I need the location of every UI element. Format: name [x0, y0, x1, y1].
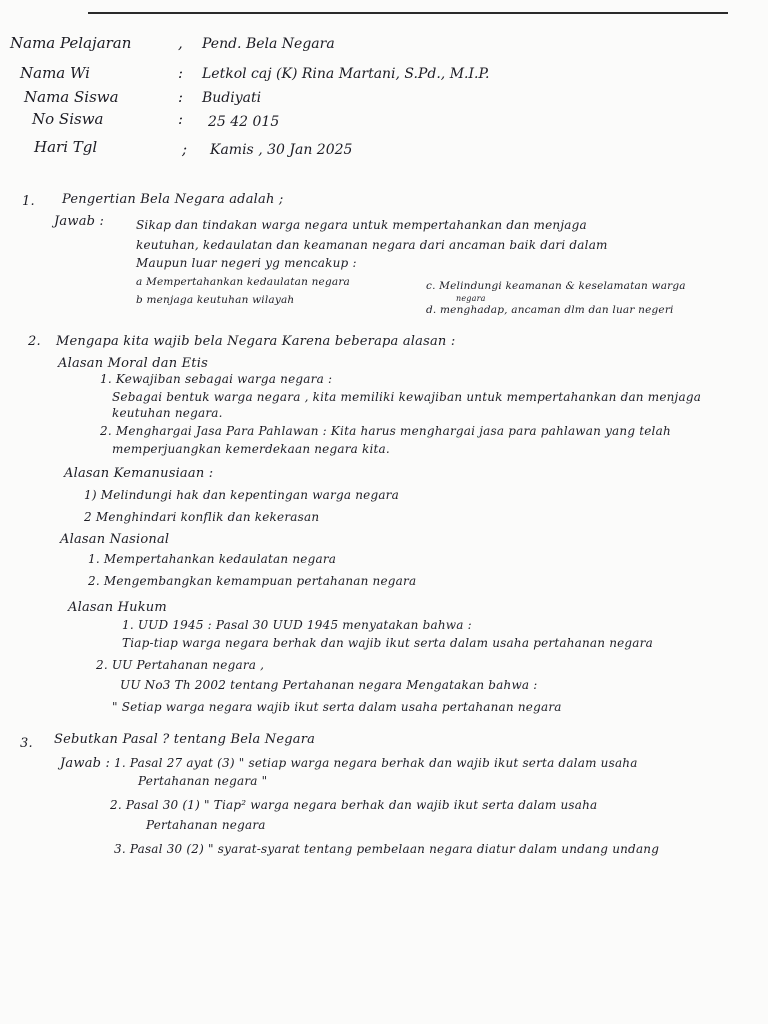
q2-moral-line-3: keutuhan negara. — [112, 406, 223, 420]
q1-answer-line-2: keutuhan, kedaulatan dan keamanan negara dari ancaman baik dari dalam — [136, 238, 608, 252]
sep-nama-wi: : — [178, 64, 184, 82]
q3-question: Sebutkan Pasal ? tentang Bela Negara — [54, 732, 316, 747]
label-nama-siswa: Nama Siswa — [24, 88, 119, 106]
top-rule-line — [88, 12, 728, 14]
q2-hukum-title: Alasan Hukum — [68, 600, 167, 615]
value-nama-siswa: Budiyati — [202, 90, 262, 106]
q1-question: Pengertian Bela Negara adalah ; — [62, 192, 284, 207]
q2-kemanusiaan-title: Alasan Kemanusiaan : — [64, 466, 214, 481]
q2-kemanusiaan-line-1: 1) Melindungi hak dan kepentingan warga negara — [84, 488, 399, 502]
value-nama-wi: Letkol caj (K) Rina Martani, S.Pd., M.I.P. — [202, 66, 490, 82]
label-nama-pelajaran: Nama Pelajaran — [10, 34, 132, 52]
q3-line-5: 3. Pasal 30 (2) " syarat-syarat tentang pembelaan negara diatur dalam undang undang — [114, 842, 660, 856]
q2-hukum-line-2: Tiap-tiap warga negara berhak dan wajib ikut serta dalam usaha pertahanan negara — [122, 636, 653, 650]
q3-line-2: Pertahanan negara " — [138, 774, 268, 788]
q2-moral-line-2: Sebagai bentuk warga negara , kita memiliki kewajiban untuk mempertahankan dan menjaga — [112, 390, 702, 404]
sep-nama-pelajaran: , — [178, 34, 183, 52]
q1-answer-line-1: Sikap dan tindakan warga negara untuk mempertahankan dan menjaga — [136, 218, 587, 232]
sep-no-siswa: : — [178, 110, 184, 128]
q2-moral-line-4: 2. Menghargai Jasa Para Pahlawan : Kita harus menghargai jasa para pahlawan yang telah — [100, 424, 671, 438]
q2-nasional-title: Alasan Nasional — [60, 532, 170, 547]
q2-moral-title: Alasan Moral dan Etis — [58, 356, 208, 371]
q3-number: 3. — [20, 736, 33, 751]
value-no-siswa: 25 42 015 — [208, 114, 280, 130]
q1-answer-label: Jawab : — [54, 214, 105, 229]
sep-nama-siswa: : — [178, 88, 184, 106]
q2-moral-line-1: 1. Kewajiban sebagai warga negara : — [100, 372, 333, 386]
q2-number: 2. — [28, 334, 41, 349]
q3-answer-label: Jawab : — [60, 756, 111, 771]
q1-point-c: c. Melindungi keamanan & keselamatan warga — [426, 280, 686, 292]
q1-point-c-cont: negara — [456, 294, 486, 303]
q2-nasional-line-2: 2. Mengembangkan kemampuan pertahanan negara — [88, 574, 417, 588]
q2-kemanusiaan-line-2: 2 Menghindari konflik dan kekerasan — [84, 510, 320, 524]
label-no-siswa: No Siswa — [32, 110, 104, 128]
q2-hukum-line-4: UU No3 Th 2002 tentang Pertahanan negara Mengatakan bahwa : — [120, 678, 538, 692]
q2-hukum-line-1: 1. UUD 1945 : Pasal 30 UUD 1945 menyatakan bahwa : — [122, 618, 472, 632]
q3-line-4: Pertahanan negara — [146, 818, 266, 832]
q2-moral-line-5: memperjuangkan kemerdekaan negara kita. — [112, 442, 390, 456]
label-nama-wi: Nama Wi — [20, 64, 90, 82]
q1-point-d: d. menghadap, ancaman dlm dan luar negeri — [426, 304, 674, 316]
q1-number: 1. — [22, 194, 35, 209]
q1-answer-line-3: Maupun luar negeri yg mencakup : — [136, 256, 357, 270]
sep-hari-tgl: ; — [182, 140, 188, 158]
q1-point-b: b menjaga keutuhan wilayah — [136, 294, 295, 306]
q2-question: Mengapa kita wajib bela Negara Karena beberapa alasan : — [56, 334, 456, 349]
label-hari-tgl: Hari Tgl — [34, 138, 98, 156]
value-hari-tgl: Kamis , 30 Jan 2025 — [210, 142, 353, 158]
q2-hukum-line-5: " Setiap warga negara wajib ikut serta dalam usaha pertahanan negara — [112, 700, 562, 714]
q2-hukum-line-3: 2. UU Pertahanan negara , — [96, 658, 265, 672]
q3-line-3: 2. Pasal 30 (1) " Tiap² warga negara berhak dan wajib ikut serta dalam usaha — [110, 798, 598, 812]
q2-nasional-line-1: 1. Mempertahankan kedaulatan negara — [88, 552, 337, 566]
value-nama-pelajaran: Pend. Bela Negara — [202, 36, 335, 52]
q3-line-1: 1. Pasal 27 ayat (3) " setiap warga negara berhak dan wajib ikut serta dalam usaha — [114, 756, 638, 770]
q1-point-a: a Mempertahankan kedaulatan negara — [136, 276, 351, 288]
